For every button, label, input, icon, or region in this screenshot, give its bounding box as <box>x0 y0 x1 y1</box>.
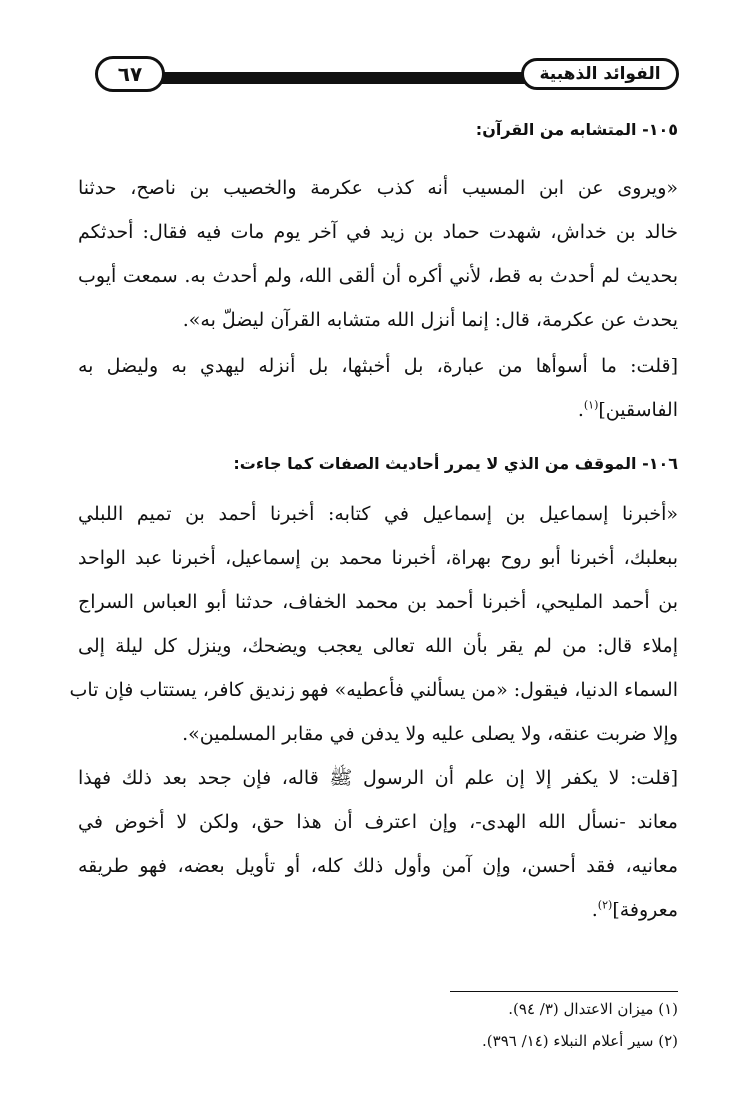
quote-paragraph-106 <box>69 492 678 756</box>
comment-paragraph-105 <box>78 344 678 432</box>
footnote-ref: (١) <box>583 398 599 412</box>
page-number: ٦٧ <box>95 56 165 92</box>
text-line: «ويروى عن ابن المسيب أنه كذب عكرمة والخصيب بن ناصح، حدثنا <box>78 177 678 199</box>
book-title: الفوائد الذهبية <box>521 58 679 90</box>
section-heading-106: ١٠٦- الموقف من الذي لا يمرر أحاديث الصفات كما جاءت: <box>233 454 678 473</box>
footnote-2: (٢) سير أعلام النبلاء (١٤/ ٣٩٦). <box>482 1032 678 1050</box>
text-line: معانيه، فقد أحسن، وإن آمن وأول ذلك كله، أو تأويل بعضه، فهو طريقه <box>78 855 678 877</box>
running-header <box>95 52 679 92</box>
text-line-with-note <box>78 388 678 432</box>
text-line-with-note <box>78 888 678 932</box>
text-line: معروفة] <box>612 899 678 921</box>
text-line: الفاسقين] <box>598 399 678 421</box>
text-line: السماء الدنيا، فيقول: «من يسألني فأعطيه» فهو زنديق كافر، يستتاب فإن تاب <box>69 679 678 701</box>
text-line: وإلا ضربت عنقه، ولا يصلى عليه ولا يدفن في مقابر المسلمين». <box>182 723 678 745</box>
text-line: ببعلبك، أخبرنا أبو روح بهراة، أخبرنا محمد بن إسماعيل، أخبرنا عبد الواحد <box>78 547 678 569</box>
sentence-end: . <box>577 399 584 421</box>
text-line: يحدث عن عكرمة، قال: إنما أنزل الله متشابه القرآن ليضلّ به». <box>182 309 678 331</box>
footnote-1: (١) ميزان الاعتدال (٣/ ٩٤). <box>508 1000 678 1018</box>
text-line: معاند -نسأل الله الهدى-، وإن اعترف أن هذا حق، ولكن لا أخوض في <box>78 811 678 833</box>
quote-paragraph-105 <box>78 166 678 342</box>
section-heading-105: ١٠٥- المتشابه من القرآن: <box>475 120 678 139</box>
text-line: بحديث لم أحدث به قط، لأني أكره أن ألقى الله، ولم أحدث به. سمعت أيوب <box>78 265 678 287</box>
text-line: بن أحمد المليحي، أخبرنا أحمد بن محمد الخفاف، حدثنا أبو العباس السراج <box>78 591 678 613</box>
text-line: خالد بن خداش، شهدت حماد بن زيد في آخر يوم مات فيه فقال: أحدثكم <box>78 221 678 243</box>
text-line: إملاء قال: من لم يقر بأن الله تعالى يعجب ويضحك، وينزل كل ليلة إلى <box>78 635 678 657</box>
comment-paragraph-106 <box>78 756 678 932</box>
text-line: [قلت: لا يكفر إلا إن علم أن الرسول ﷺ قاله، فإن جحد بعد ذلك فهذا <box>78 767 678 789</box>
text-line: «أخبرنا إسماعيل بن إسماعيل في كتابه: أخبرنا أحمد بن تميم اللبلي <box>78 503 678 525</box>
sentence-end: . <box>591 899 598 921</box>
header-rule <box>155 72 529 84</box>
text-line: [قلت: ما أسوأها من عبارة، بل أخبثها، بل أنزله ليهدي به وليضل به <box>78 355 678 377</box>
footnote-divider <box>450 991 678 992</box>
footnote-ref: (٢) <box>597 898 613 912</box>
